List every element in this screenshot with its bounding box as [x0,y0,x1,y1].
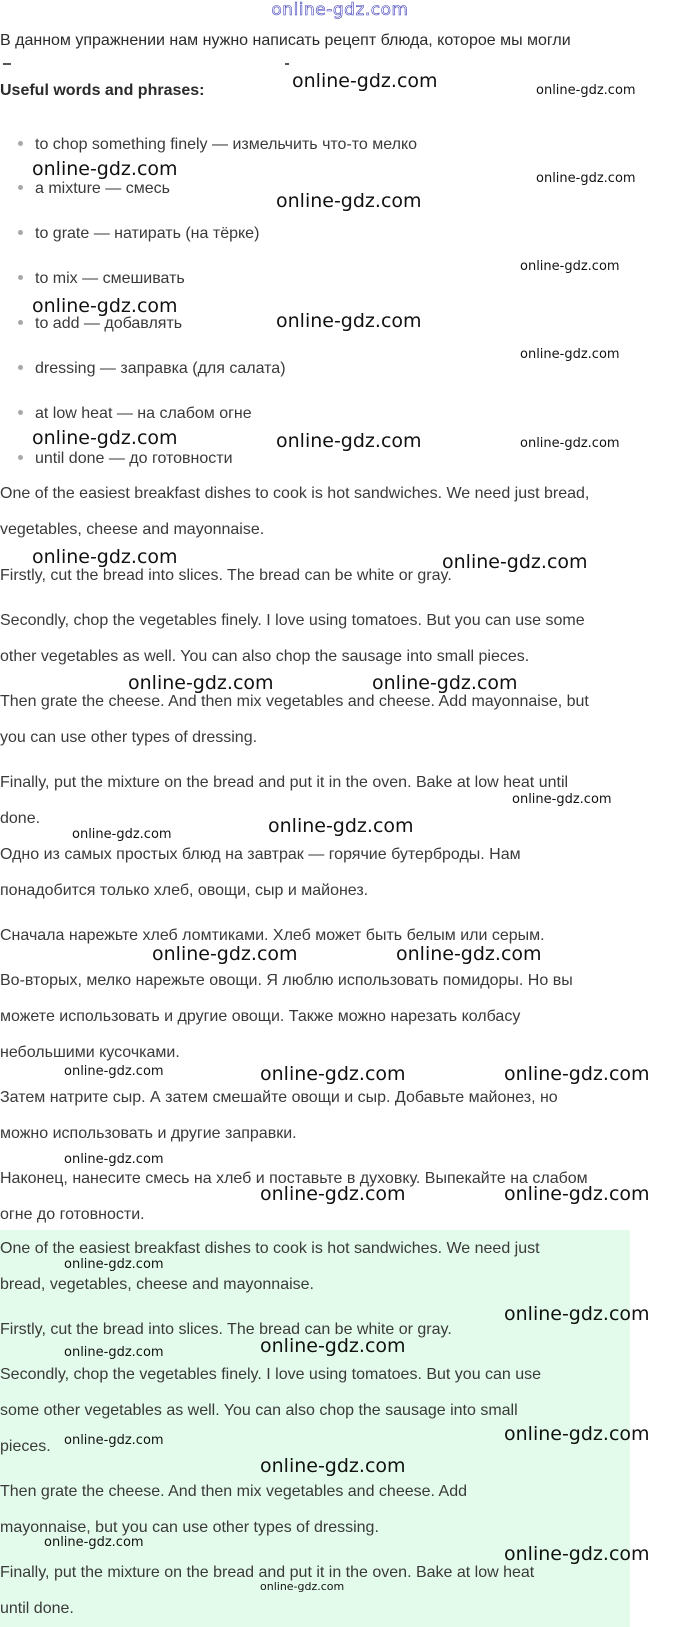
watermark: online-gdz.com [64,1152,164,1167]
russian-text-line: Во-вторых, мелко нарежьте овощи. Я люблю использовать помидоры. Но вы [0,972,573,989]
cut-off-text-fragment [285,63,289,65]
watermark: online-gdz.com [520,347,620,362]
vocabulary-item [18,225,259,243]
watermark: online-gdz.com [504,1063,650,1085]
vocabulary-item [18,405,252,423]
vocabulary-item-text: to add — добавлять [35,315,183,332]
russian-text-line: понадобится только хлеб, овощи, сыр и майонез. [0,882,369,899]
watermark: online-gdz.com [396,943,542,965]
watermark: online-gdz.com [520,436,620,451]
highlighted-text-line: until done. [0,1600,74,1617]
watermark: online-gdz.com [64,1345,164,1360]
watermark: online-gdz.com [512,792,612,807]
bullet-icon [18,185,23,190]
vocabulary-item [18,450,233,468]
watermark: online-gdz.com [152,943,298,965]
watermark: online-gdz.com [504,1183,650,1205]
bullet-icon [18,455,23,460]
highlighted-text-line: bread, vegetables, cheese and mayonnaise. [0,1276,314,1293]
watermark: online-gdz.com [442,551,588,573]
watermark: online-gdz.com [536,83,636,98]
english-text-line: One of the easiest breakfast dishes to cook is hot sandwiches. We need just bread, [0,485,590,502]
watermark: online-gdz.com [32,427,178,449]
vocabulary-item [18,360,286,378]
vocabulary-item [18,180,170,198]
watermark: online-gdz.com [504,1543,650,1565]
watermark: online-gdz.com [520,259,620,274]
bullet-icon [18,320,23,325]
watermark: online-gdz.com [128,672,274,694]
english-text-line: vegetables, cheese and mayonnaise. [0,521,265,538]
watermark: online-gdz.com [276,430,422,452]
watermark: online-gdz.com [260,1183,406,1205]
watermark: online-gdz.com [504,1303,650,1325]
watermark: online-gdz.com [260,1455,406,1477]
bullet-icon [18,275,23,280]
watermark: online-gdz.com [64,1064,164,1079]
highlighted-text-line: pieces. [0,1438,51,1455]
bullet-icon [18,365,23,370]
vocabulary-item [18,315,182,333]
watermark: online-gdz.com [372,672,518,694]
russian-text-line: можете использовать и другие овощи. Также можно нарезать колбасу [0,1008,521,1025]
russian-text-line: Затем натрите сыр. А затем смешайте овощи и сыр. Добавьте майонез, но [0,1089,558,1106]
vocabulary-item-text: dressing — заправка (для салата) [35,360,286,377]
watermark: online-gdz.com [276,310,422,332]
watermark: online-gdz.com [44,1535,144,1550]
watermark: online-gdz.com [32,295,178,317]
watermark: online-gdz.com [504,1423,650,1445]
site-logo[interactable]: online-gdz.com [271,0,409,20]
russian-text-line: небольшими кусочками. [0,1044,180,1061]
highlighted-text-line: Finally, put the mixture on the bread and put it in the oven. Bake at low heat [0,1564,535,1581]
vocabulary-item-text: until done — до готовности [35,450,233,467]
vocabulary-heading: Useful words and phrases: [0,82,205,99]
watermark: online-gdz.com [268,815,414,837]
vocabulary-item-text: at low heat — на слабом огне [35,405,252,422]
highlighted-text-line: Secondly, chop the vegetables finely. I love using tomatoes. But you can use [0,1366,542,1383]
watermark: online-gdz.com [536,171,636,186]
bullet-icon [18,410,23,415]
watermark: online-gdz.com [292,70,438,92]
watermark: online-gdz.com [32,546,178,568]
watermark: online-gdz.com [260,1335,406,1357]
vocabulary-item [18,270,185,288]
intro-text: В данном упражнении нам нужно написать рецепт блюда, которое мы могли [0,32,571,49]
watermark: online-gdz.com [260,1580,345,1593]
english-text-line: other vegetables as well. You can also chop the sausage into small pieces. [0,648,530,665]
watermark: online-gdz.com [64,1433,164,1448]
vocabulary-item-text: to chop something finely — измельчить что-то мелко [35,136,418,153]
watermark: online-gdz.com [64,1257,164,1272]
bullet-icon [18,230,23,235]
russian-text-line: Сначала нарежьте хлеб ломтиками. Хлеб может быть белым или серым. [0,927,545,944]
russian-text-line: можно использовать и другие заправки. [0,1125,297,1142]
russian-text-line: огне до готовности. [0,1206,145,1223]
highlighted-text-line: Then grate the cheese. And then mix vegetables and cheese. Add [0,1483,467,1500]
highlighted-text-line: Firstly, cut the bread into slices. The bread can be white or gray. [0,1321,452,1338]
vocabulary-item-text: to mix — смешивать [35,270,185,287]
highlighted-text-line: some other vegetables as well. You can also chop the sausage into small [0,1402,518,1419]
english-text-line: Then grate the cheese. And then mix vegetables and cheese. Add mayonnaise, but [0,693,589,710]
watermark: online-gdz.com [32,158,178,180]
bullet-icon [18,141,23,146]
vocabulary-item [18,136,417,154]
highlighted-text-line: mayonnaise, but you can use other types of dressing. [0,1519,379,1536]
russian-text-line: Наконец, нанесите смесь на хлеб и поставьте в духовку. Выпекайте на слабом [0,1170,588,1187]
english-text-line: you can use other types of dressing. [0,729,258,746]
vocabulary-item-text: a mixture — смесь [35,180,170,197]
watermark: online-gdz.com [260,1063,406,1085]
russian-text-line: Одно из самых простых блюд на завтрак — горячие бутерброды. Нам [0,846,521,863]
english-text-line: Secondly, chop the vegetables finely. I love using tomatoes. But you can use some [0,612,585,629]
english-text-line: Finally, put the mixture on the bread and put it in the oven. Bake at low heat until [0,774,569,791]
english-text-line: Firstly, cut the bread into slices. The bread can be white or gray. [0,567,452,584]
watermark: online-gdz.com [276,190,422,212]
highlighted-text-line: One of the easiest breakfast dishes to cook is hot sandwiches. We need just [0,1240,540,1257]
vocabulary-item-text: to grate — натирать (на тёрке) [35,225,260,242]
watermark: online-gdz.com [72,827,172,842]
english-text-line: done. [0,810,41,827]
cut-off-text-fragment [3,63,11,65]
